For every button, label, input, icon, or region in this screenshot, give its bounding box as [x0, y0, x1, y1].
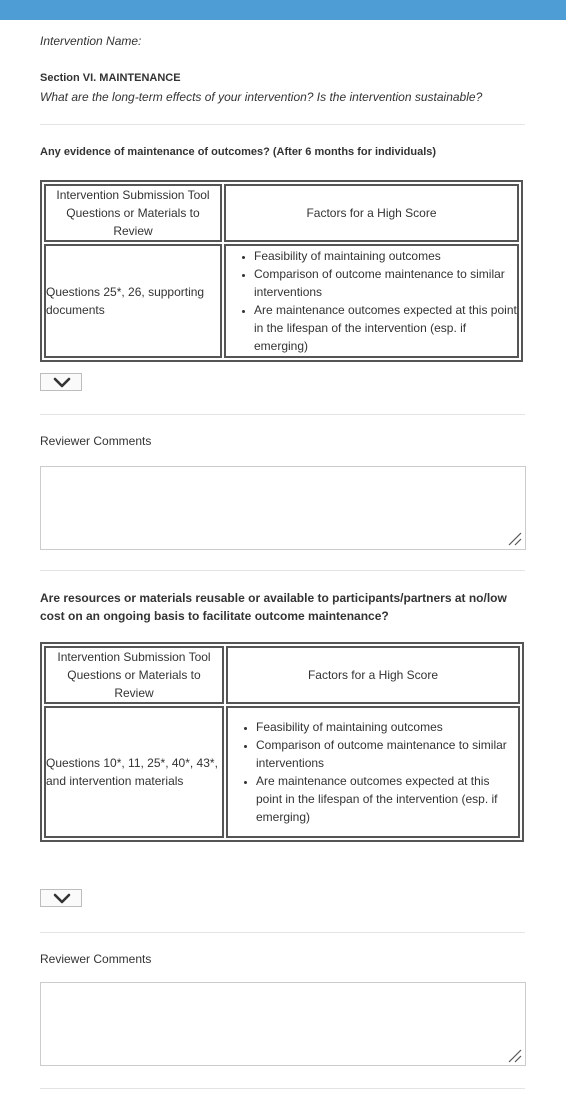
factor-item: • Are maintenance outcomes expected at this point in the lifespan of the intervention (esp. if emerging): [256, 772, 518, 826]
factors-cell: [226, 706, 520, 838]
divider: [40, 124, 525, 125]
section-subtitle: What are the long-term effects of your intervention? Is the intervention sustainable?: [40, 90, 483, 104]
col-header-materials: Intervention Submission Tool Questions or Materials to Review: [44, 646, 224, 704]
criterion-question-2: Are resources or materials reusable or available to participants/partners at no/low cost on an ongoing basis to facilitate outcome maintenance?: [40, 591, 507, 623]
resize-grip-icon[interactable]: [507, 532, 522, 546]
divider: [40, 1088, 525, 1089]
factors-cell: [224, 244, 519, 358]
top-banner: [0, 0, 566, 20]
resize-grip-icon[interactable]: [507, 1049, 522, 1063]
col-header-materials: Intervention Submission Tool Questions or Materials to Review: [44, 184, 222, 242]
section-title: Section VI. MAINTENANCE: [40, 72, 181, 84]
reviewer-comments-input-1[interactable]: [40, 466, 526, 550]
factors-list: [228, 718, 518, 826]
factor-item: • Comparison of outcome maintenance to similar interventions: [254, 265, 517, 301]
factor-item: • Comparison of outcome maintenance to similar interventions: [256, 736, 518, 772]
score-dropdown-2[interactable]: [40, 889, 82, 907]
reviewer-comments-label: Reviewer Comments: [40, 434, 152, 448]
chevron-down-icon: [53, 893, 71, 905]
materials-cell: Questions 25*, 26, supporting documents: [44, 244, 222, 358]
col-header-factors: Factors for a High Score: [226, 646, 520, 704]
divider: [40, 570, 525, 571]
intervention-name-label: Intervention Name:: [40, 34, 142, 48]
factor-item: • Feasibility of maintaining outcomes: [256, 718, 518, 736]
divider: [40, 414, 525, 415]
factors-list: [226, 247, 517, 355]
reviewer-comments-label: Reviewer Comments: [40, 952, 152, 966]
divider: [40, 932, 525, 933]
chevron-down-icon: [53, 377, 71, 389]
criteria-table-2: [40, 642, 524, 842]
col-header-factors: Factors for a High Score: [224, 184, 519, 242]
factor-item: • Feasibility of maintaining outcomes: [254, 247, 517, 265]
materials-cell: Questions 10*, 11, 25*, 40*, 43*, and intervention materials: [44, 706, 224, 838]
criteria-table-1: [40, 180, 523, 362]
criterion-question-1: Any evidence of maintenance of outcomes? (After 6 months for individuals): [40, 146, 437, 158]
reviewer-comments-input-2[interactable]: [40, 982, 526, 1066]
factor-item: • Are maintenance outcomes expected at this point in the lifespan of the intervention (esp. if emerging): [254, 301, 517, 355]
score-dropdown-1[interactable]: [40, 373, 82, 391]
